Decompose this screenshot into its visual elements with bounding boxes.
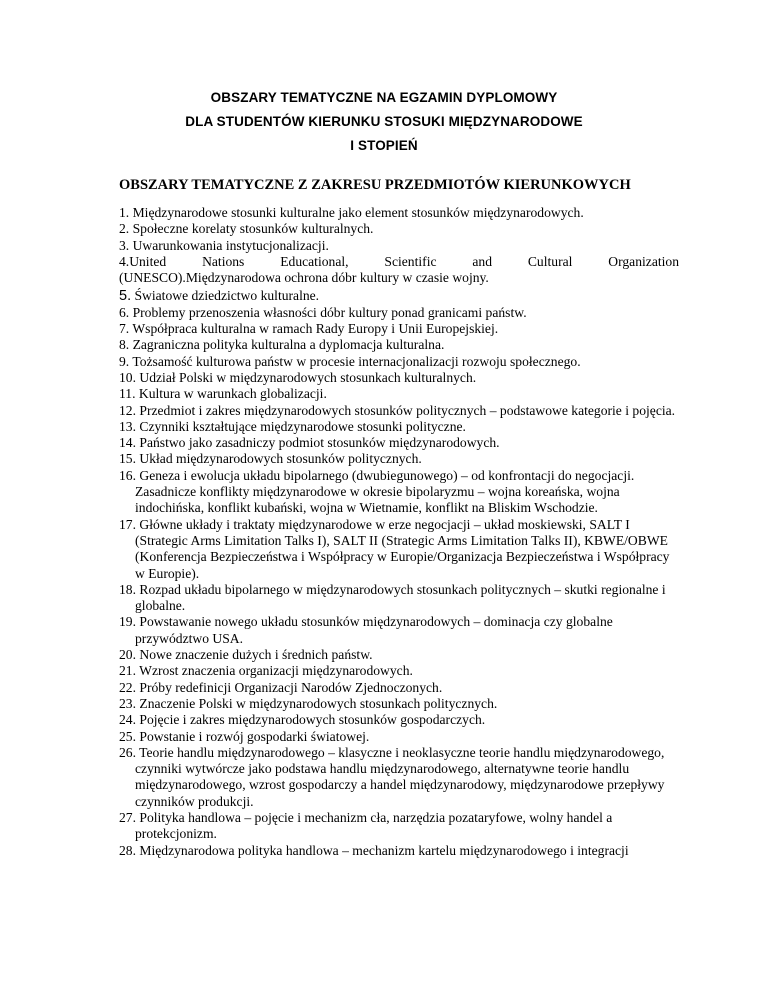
list-item: 13. Czynniki kształtujące międzynarodowe stosunki polityczne.: [119, 418, 466, 434]
list-item: 1. Międzynarodowe stosunki kulturalne jako element stosunków międzynarodowych.: [119, 205, 584, 220]
list-item: 2. Społeczne korelaty stosunków kulturalnych.: [119, 221, 374, 237]
list-item: 14. Państwo jako zasadniczy podmiot stosunków międzynarodowych.: [119, 435, 500, 451]
list-item: 21. Wzrost znaczenia organizacji międzynarodowych.: [119, 663, 413, 679]
justified-line: [119, 254, 679, 270]
title-line-3: I STOPIEŃ: [350, 138, 418, 153]
list-item: 24. Pojęcie i zakres międzynarodowych stosunków gospodarczych.: [119, 712, 486, 728]
list-item: 3. Uwarunkowania instytucjonalizacji.: [119, 237, 329, 253]
word: Cultural: [527, 253, 573, 269]
word: Nations: [202, 253, 245, 269]
list-item: 10. Udział Polski w międzynarodowych stosunkach kulturalnych.: [119, 369, 477, 385]
list-item: 7. Współpraca kulturalna w ramach Rady Europy i Unii Europejskiej.: [119, 321, 499, 337]
list-item: 9. Tożsamość kulturowa państw w procesie internacjonalizacji rozwoju społecznego.: [119, 353, 581, 369]
list-item: 22. Próby redefinicji Organizacji Narodów Zjednoczonych.: [119, 679, 443, 695]
list-item: 23. Znaczenie Polski w międzynarodowych stosunkach politycznych.: [119, 695, 498, 711]
list-item: 11. Kultura w warunkach globalizacji.: [119, 386, 327, 402]
item-text: Światowe dziedzictwo kulturalne.: [131, 288, 320, 304]
section-heading: OBSZARY TEMATYCZNE Z ZAKRESU PRZEDMIOTÓW KIERUNKOWYCH: [119, 177, 631, 193]
word: Scientific: [384, 253, 437, 269]
list-item: 28. Międzynarodowa polityka handlowa – mechanizm kartelu międzynarodowego i integracji: [119, 842, 629, 858]
list-item: 12. Przedmiot i zakres międzynarodowych stosunków politycznych – podstawowe kategorie i pojęcia.: [119, 402, 676, 418]
list-item: 18. Rozpad układu bipolarnego w międzynarodowych stosunkach politycznych – skutki regionalne i globalne.: [119, 581, 666, 614]
word: 4.United: [119, 253, 167, 269]
list-item: 15. Układ międzynarodowych stosunków politycznych.: [119, 451, 422, 467]
list-item: 16. Geneza i ewolucja układu bipolarnego (dwubiegunowego) – od konfrontacji do negocjacji. Zasadnicze konflikty międzynarodowe w okresie bipolaryzmu – wojna koreańska, wojna indochińska, konflikt kubański, wojna w Wietnamie, konflikt na Bliskim Wschodzie.: [119, 467, 635, 516]
item-number: 5.: [119, 288, 132, 305]
list-item: 26. Teorie handlu międzynarodowego – klasyczne i neoklasyczne teorie handlu międzynarodowego, czynniki wytwórcze jako podstawa handlu międzynarodowego, alternatywne teorie handlu międzynarodowego, wzrost gospodarczy a handel międzynarodowy, międzynarodowe przepływy czynników produkcji.: [119, 744, 665, 809]
list-item: 6. Problemy przenoszenia własności dóbr kultury ponad granicami państw.: [119, 304, 527, 320]
title-line-1: OBSZARY TEMATYCZNE NA EGZAMIN DYPLOMOWY: [210, 90, 558, 105]
word: and: [472, 253, 492, 269]
list-item: 19. Powstawanie nowego układu stosunków międzynarodowych – dominacja czy globalne przywództwo USA.: [119, 614, 613, 646]
title-line-2: DLA STUDENTÓW KIERUNKU STOSUKI MIĘDZYNARODOWE: [185, 114, 583, 129]
word: Educational,: [280, 253, 349, 269]
list-item: [119, 254, 679, 287]
continuation-line: (UNESCO).Międzynarodowa ochrona dóbr kultury w czasie wojny.: [119, 270, 489, 286]
list-item: 20. Nowe znaczenie dużych i średnich państw.: [119, 647, 373, 663]
list-item: 8. Zagraniczna polityka kulturalna a dyplomacja kulturalna.: [119, 337, 445, 353]
list-item: 27. Polityka handlowa – pojęcie i mechanizm cła, narzędzia pozataryfowe, wolny handel a protekcjonizm.: [119, 809, 613, 842]
topic-list: [119, 205, 679, 859]
document-title: [0, 86, 768, 158]
list-item: 25. Powstanie i rozwój gospodarki światowej.: [119, 728, 370, 744]
list-item: 17. Główne układy i traktaty międzynarodowe w erze negocjacji – układ moskiewski, SALT I (Strategic Arms Limitation Talks I), SALT II (Strategic Arms Limitation Talks II), KBWE/OBWE (Konferencja Bezpieczeństwa i Współpracy w Europie/Organizacja Bezpieczeństwa i Współpracy w Europie).: [119, 516, 670, 581]
list-item: [119, 288, 679, 304]
word: Organization: [608, 253, 679, 269]
